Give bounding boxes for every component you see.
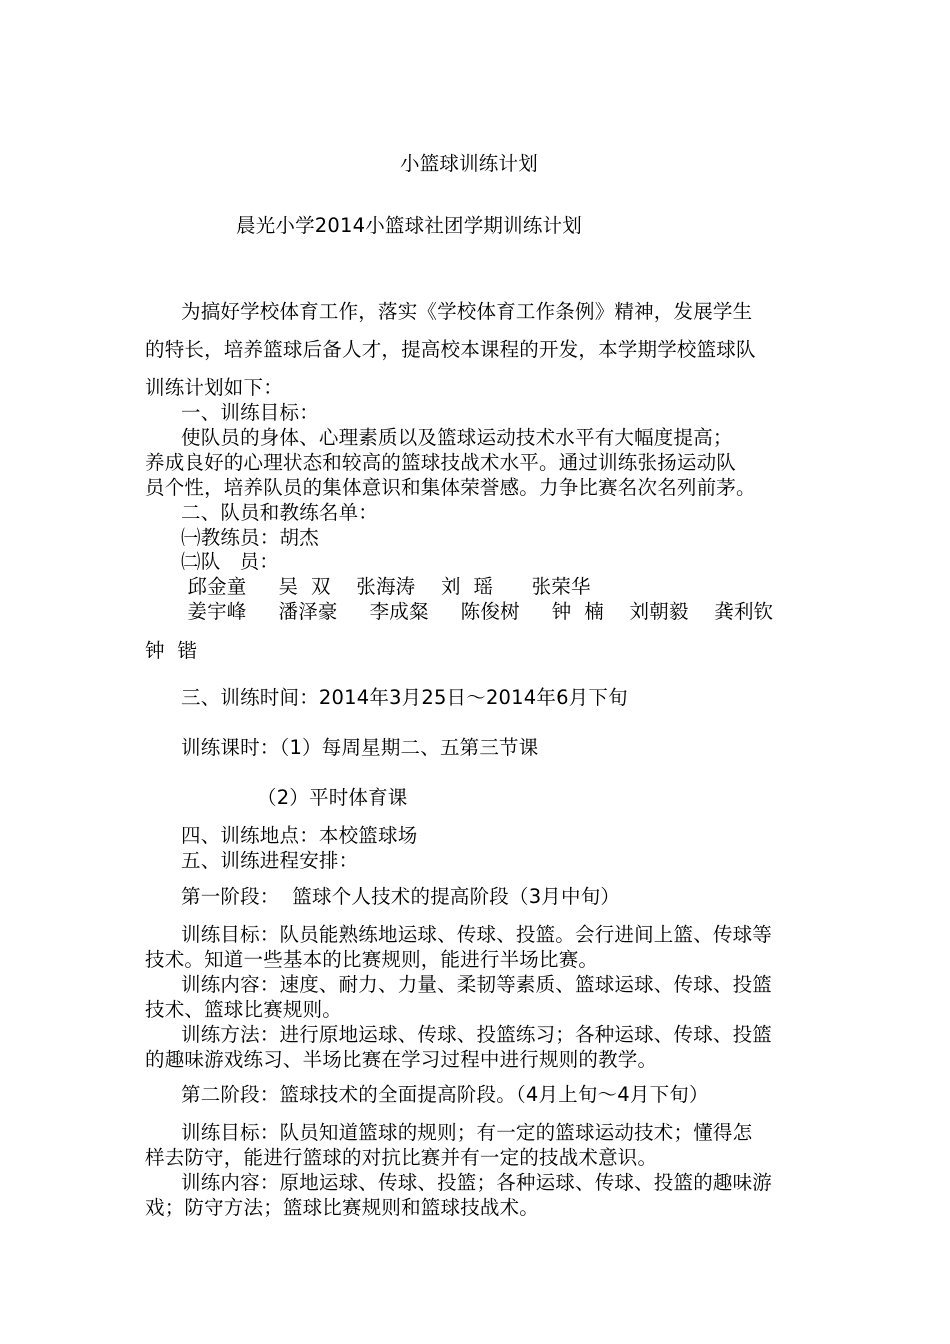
lesson-hours: 训练课时：（1）每周星期二、五第三节课 xyxy=(181,736,539,759)
section-heading-schedule: 五、训练进程安排： xyxy=(181,849,359,872)
stage1-goal-line: 训练目标：队员能熟练地运球、传球、投篮。会行进间上篮、传球等 xyxy=(181,923,773,946)
stage1-method-line: 训练方法：进行原地运球、传球、投篮练习；各种运球、传球、投篮 xyxy=(181,1023,773,1046)
document-title: 小篮球训练计划 xyxy=(400,152,538,175)
stage1-heading: 第一阶段： 篮球个人技术的提高阶段（3月中旬） xyxy=(181,885,621,908)
coach-line: ㈠教练员：胡杰 xyxy=(181,526,319,549)
stage2-content-line: 戏；防守方法；篮球比赛规则和篮球技战术。 xyxy=(145,1196,540,1219)
stage2-goal-line: 训练目标：队员知道篮球的规则；有一定的篮球运动技术；懂得怎 xyxy=(181,1121,753,1144)
goals-line: 使队员的身体、心理素质以及篮球运动技术水平有大幅度提高； xyxy=(181,426,733,449)
intro-line: 训练计划如下： xyxy=(145,376,283,399)
training-location: 四、训练地点：本校篮球场 xyxy=(181,824,418,847)
players-row: 钟 锴 xyxy=(145,639,198,662)
stage1-content-line: 训练内容：速度、耐力、力量、柔韧等素质、篮球运球、传球、投篮 xyxy=(181,973,773,996)
stage1-method-line: 的趣味游戏练习、半场比赛在学习过程中进行规则的教学。 xyxy=(145,1048,658,1071)
players-heading: ㈡队 员： xyxy=(181,550,279,573)
stage2-goal-line: 样去防守，能进行篮球的对抗比赛并有一定的技战术意识。 xyxy=(145,1146,658,1169)
goals-line: 养成良好的心理状态和较高的篮球技战术水平。通过训练张扬运动队 xyxy=(145,451,737,474)
intro-line: 为搞好学校体育工作，落实《学校体育工作条例》精神，发展学生 xyxy=(181,300,753,323)
stage2-heading: 第二阶段：篮球技术的全面提高阶段。（4月上旬～4月下旬） xyxy=(181,1083,709,1106)
stage2-content-line: 训练内容：原地运球、传球、投篮；各种运球、传球、投篮的趣味游 xyxy=(181,1171,773,1194)
stage1-content-line: 技术、篮球比赛规则。 xyxy=(145,998,343,1021)
section-heading-goals: 一、训练目标： xyxy=(181,401,319,424)
section-heading-roster: 二、队员和教练名单： xyxy=(181,501,379,524)
training-time: 三、训练时间：2014年3月25日～2014年6月下旬 xyxy=(181,686,628,709)
intro-line: 的特长，培养篮球后备人才，提高校本课程的开发，本学期学校篮球队 xyxy=(145,338,756,361)
stage1-goal-line: 技术。知道一些基本的比赛规则，能进行半场比赛。 xyxy=(145,948,599,971)
lesson-hours-2: （2）平时体育课 xyxy=(257,786,408,809)
goals-line: 员个性，培养队员的集体意识和集体荣誉感。力争比赛名次名列前茅。 xyxy=(145,476,756,499)
document-subtitle: 晨光小学2014小篮球社团学期训练计划 xyxy=(236,214,582,237)
players-row: 邱金童 吴 双 张海涛 刘 瑶 张荣华 xyxy=(181,575,591,598)
players-row: 姜宇峰 潘泽豪 李成粲 陈俊树 钟 楠 刘朝毅 龚利钦 xyxy=(181,600,774,623)
